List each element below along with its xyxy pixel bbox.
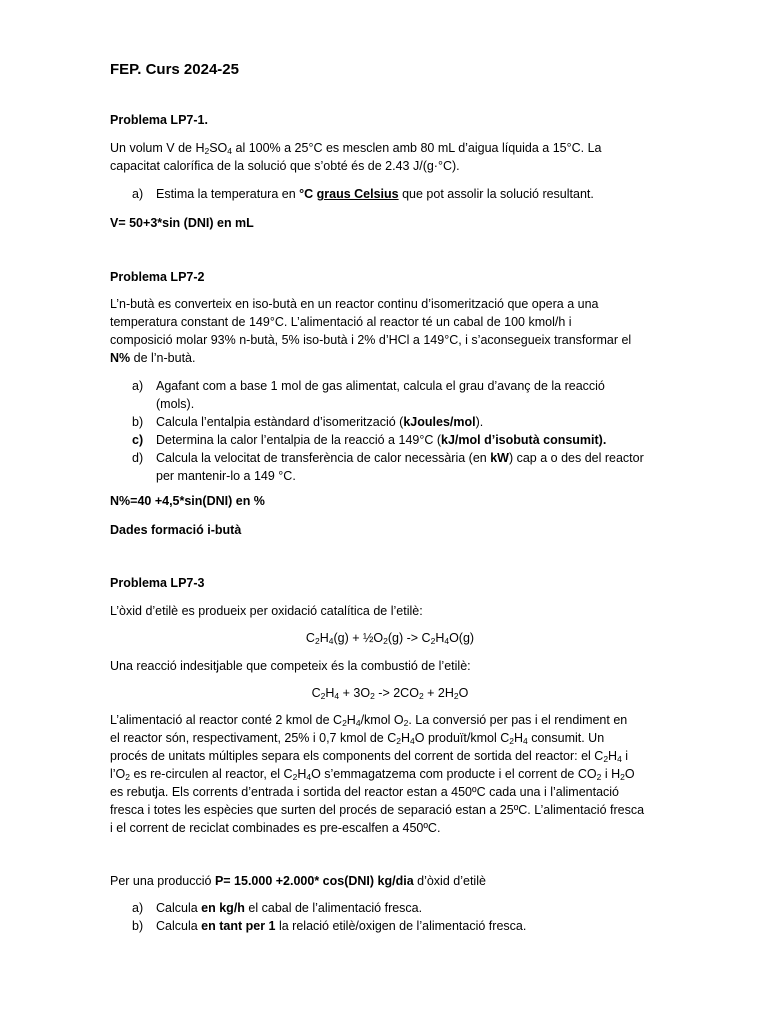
problem-2-line-1: L’n-butà es converteix en iso-butà en un reactor continu d’isomerització que opera a una [110, 297, 599, 311]
problem-1-question-a: a) Estima la temperatura en °C graus Celsius que pot assolir la solució resultant. [132, 187, 594, 201]
problem-2-heading: Problema LP7-2 [110, 270, 205, 284]
problem-2-line-3: composició molar 93% n-butà, 5% iso-butà i 2% d’HCl a 149°C, i s’aconsegueix transformar el [110, 333, 632, 347]
problem-1-questions [110, 185, 670, 203]
problem-1-intro-line-2: capacitat calorífica de la solució que s’obté és de 2.43 J/(g·°C). [110, 159, 460, 173]
reaction-equation-1: $C_2H_4(g)$ + $\frac{1}{2}O_2(g) -> C_2H_4O(g)$ [305, 631, 475, 646]
problem-2-question-a: a) Agafant com a base 1 mol de gas alimentat, calcula el grau d’avanç de la reacció (mols). [132, 379, 605, 411]
problem-3-para-line-2: el reactor són, respectivament, 25% i 0,7 kmol de $C_2H_4O$ produït/kmol $C_2H_4$ consumit. Un [110, 731, 605, 746]
problem-3-question-a: a) Calcula en kg/h el cabal de l’alimentació fresca. [132, 901, 423, 915]
problem-3-production: Per una producció P= 15.000 +2.000* cos(DNI) kg/dia d’òxid d’etilè [110, 874, 486, 888]
problem-3-para-line-6: fresca i totes les espècies que surten del procés de separació estan a 25ºC. L’alimentació fresca [110, 803, 645, 817]
problem-2-data-heading: Dades formació i-butà [110, 523, 242, 537]
problem-3-para-line-1: L’alimentació al reactor conté 2 kmol de $C_2H_4$/kmol $O_2$. La conversió per pas i el rendiment en [110, 713, 628, 728]
problem-2-question-d: d) Calcula la velocitat de transferència de calor necessària (en kW) cap a o des del reactor per mantenir-lo a 149 °C. [132, 451, 644, 483]
problem-3-para-line-3: procés de unitats múltiples separa els components del corrent de sortida del reactor: el $C_2H_4$ i [110, 749, 629, 764]
problem-3-questions [110, 899, 670, 935]
problem-2-question-c: c) Determina la calor l’entalpia de la reacció a 149°C (kJ/mol d’isobutà consumit). [132, 433, 607, 447]
problem-1-formula: V= 50+3*sin (DNI) en mL [110, 216, 254, 230]
problem-2-question-b: b) Calcula l’entalpia estàndard d’isomerització (kJoules/mol). [132, 415, 484, 429]
problem-3-question-b: b) Calcula en tant per 1 la relació etilè/oxigen de l’alimentació fresca. [132, 919, 527, 933]
problem-2-questions [110, 377, 670, 485]
problem-3-intro: L’òxid d’etilè es produeix per oxidació catalítica de l’etilè: [110, 604, 423, 618]
problem-2-line-4: N% de l’n-butà. [110, 351, 196, 365]
reaction-equation-2: $C_2H_4 + 3O_2 -> 2CO_2 + 2H_2O$ [311, 686, 469, 701]
problem-2-line-2: temperatura constant de 149°C. L’alimentació al reactor té un cabal de 100 kmol/h i [110, 315, 572, 329]
problem-3-para-line-5: es rebutja. Els corrents d’entrada i sortida del reactor estan a 450ºC cada una i l’alimentació [110, 785, 620, 799]
problem-3-heading: Problema LP7-3 [110, 576, 205, 590]
document-title: FEP. Curs 2024-25 [110, 61, 239, 78]
problem-1-intro [110, 139, 670, 175]
problem-2-statement [110, 295, 670, 367]
problem-3-para-line-4: $l’O_2$ es re-circulen al reactor, el $C_2H_4O$ s’emmagatzema com producte i el corrent de $CO_2$ i $H_2O$ [110, 767, 635, 782]
problem-3-paragraph [110, 711, 670, 837]
problem-3-undesired: Una reacció indesitjable que competeix és la combustió de l’etilè: [110, 659, 471, 673]
problem-2-formula: N%=40 +4,5*sin(DNI) en % [110, 494, 265, 508]
problem-1-intro-line-1: Un volum V de $H_2SO_4$ al 100% a 25°C es mesclen amb 80 mL d’aigua líquida a 15°C. La [110, 141, 602, 156]
problem-1-heading: Problema LP7-1. [110, 113, 208, 127]
problem-3-para-line-7: i el corrent de reciclat combinades es pre-escalfen a 450ºC. [110, 821, 441, 835]
